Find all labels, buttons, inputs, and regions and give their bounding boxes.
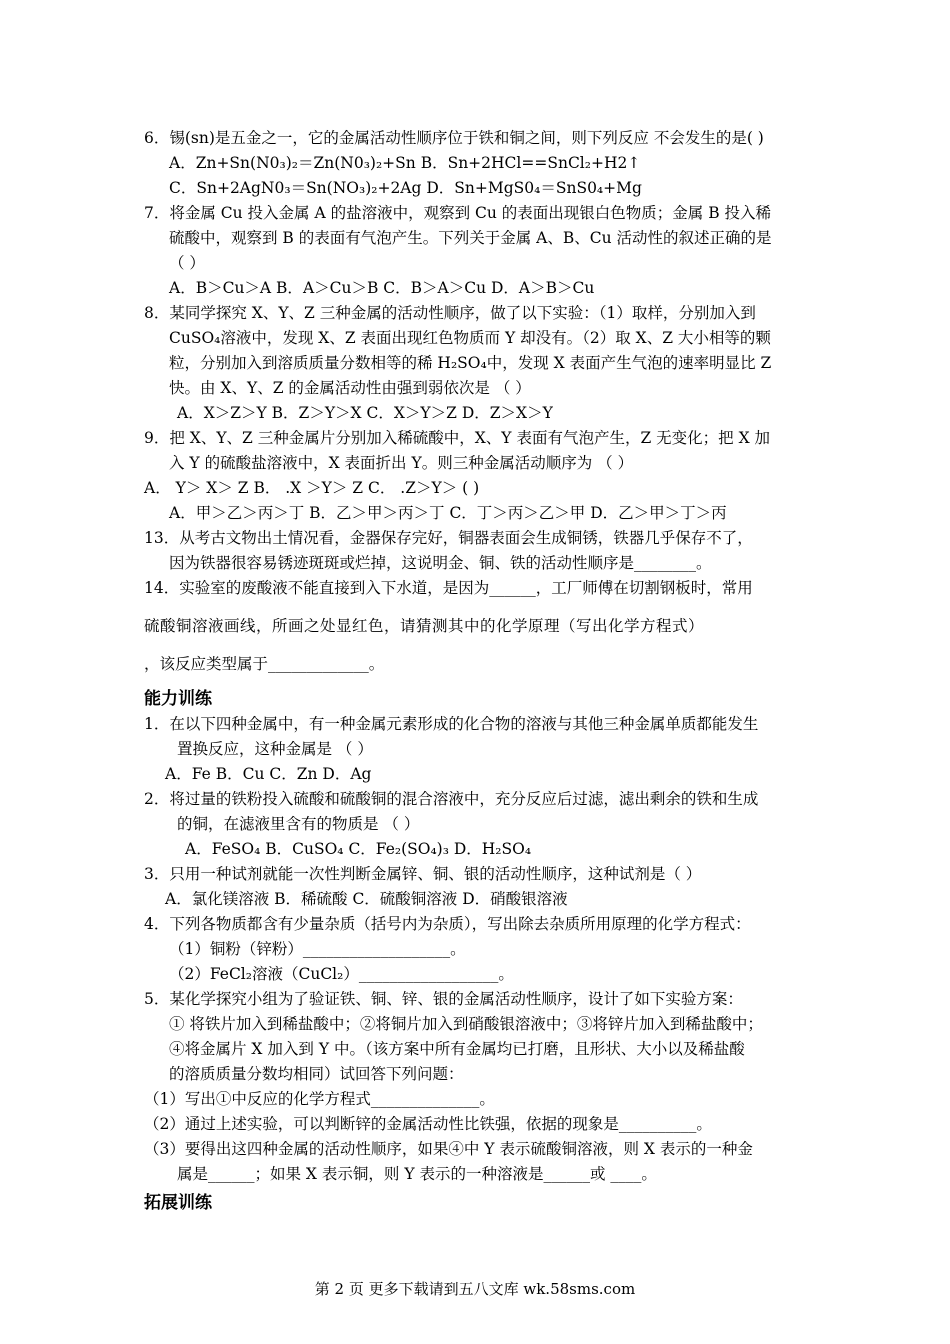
a5-stem-line1: 5．某化学探究小组为了验证铁、铜、锌、银的金属活动性顺序，设计了如下实验方案： (144, 990, 743, 1008)
q8-stem-line3: 粒，分别加入到溶质质量分数相等的稀 H₂SO₄中，发现 X 表面产生气泡的速率明显比 Z (169, 354, 772, 372)
q13-stem-line2: 因为铁器很容易锈迹斑斑或烂掉，这说明金、铜、铁的活动性顺序是________。 (169, 554, 712, 572)
q7-options: A．B＞Cu＞A B．A＞Cu＞B C．B＞A＞Cu D．A＞B＞Cu (169, 279, 595, 297)
a5-part3-line2: 属是______；如果 X 表示铜，则 Y 表示的一种溶液是______或 ____。 (177, 1165, 657, 1183)
q9-options: A． Y＞ X＞ Z B． .X ＞Y＞ Z C． .Z＞Y＞ ( ) (144, 479, 480, 497)
a5-part1: （1）写出①中反应的化学方程式______________。 (144, 1090, 495, 1108)
section-heading-ability: 能力训练 (144, 689, 212, 709)
q9-stem-line2: 入 Y 的硫酸盐溶液中，X 表面折出 Y。则三种金属活动顺序为 （ ） (169, 454, 634, 472)
q14-stem-line2: 硫酸铜溶液画线，所画之处显红色，请猜测其中的化学原理（写出化学方程式） (144, 617, 705, 635)
q6-options-ab: A．Zn+Sn(N0₃)₂＝Zn(N0₃)₂+Sn B．Sn+2HCl==SnCl₂+H2↑ (169, 154, 641, 172)
q6-stem: 6．锡(sn)是五金之一，它的金属活动性顺序位于铁和铜之间，则下列反应 不会发生的是( ) (144, 129, 764, 147)
a5-part3-line1: （3）要得出这四种金属的活动性顺序，如果④中 Y 表示硫酸铜溶液，则 X 表示的一种金 (144, 1140, 753, 1158)
q10-options: A．甲＞乙＞丙＞丁 B．乙＞甲＞丙＞丁 C．丁＞丙＞乙＞甲 D．乙＞甲＞丁＞丙 (169, 504, 727, 522)
q13-stem-line1: 13．从考古文物出土情况看，金器保存完好，铜器表面会生成铜锈，铁器几乎保存不了， (144, 529, 753, 547)
a2-stem-line2: 的铜，在滤液里含有的物质是 （ ） (177, 815, 420, 833)
a1-stem-line1: 1．在以下四种金属中，有一种金属元素形成的化合物的溶液与其他三种金属单质都能发生 (144, 715, 759, 733)
a5-stem-line3: ④将金属片 X 加入到 Y 中。（该方案中所有金属均已打磨，且形状、大小以及稀盐酸 (169, 1040, 745, 1058)
a4-part2: （2）FeCl₂溶液（CuCl₂）__________________。 (169, 965, 514, 983)
a5-stem-line4: 的溶质质量分数均相同）试回答下列问题： (169, 1065, 464, 1083)
page-footer: 第 2 页 更多下载请到五八文库 wk.58sms.com (314, 1280, 636, 1298)
a2-stem-line1: 2．将过量的铁粉投入硫酸和硫酸铜的混合溶液中，充分反应后过滤，滤出剩余的铁和生成 (144, 790, 759, 808)
q7-stem-line1: 7．将金属 Cu 投入金属 A 的盐溶液中，观察到 Cu 的表面出现银白色物质；金属 B 投入稀 (144, 204, 772, 222)
q8-options: A．X＞Z＞Y B．Z＞Y＞X C．X＞Y＞Z D．Z＞X＞Y (177, 404, 553, 422)
a2-options: A．FeSO₄ B．CuSO₄ C．Fe₂(SO₄)₃ D．H₂SO₄ (185, 840, 532, 858)
q14-stem-line1: 14．实验室的废酸液不能直接到入下水道，是因为______，工厂师傅在切割钢板时，常用 (144, 579, 753, 597)
q8-stem-line1: 8．某同学探究 X、Y、Z 三种金属的活动性顺序，做了以下实验：（1）取样，分别加入到 (144, 304, 756, 322)
a3-stem: 3．只用一种试剂就能一次性判断金属锌、铜、银的活动性顺序，这种试剂是（ ） (144, 865, 702, 883)
a4-stem: 4．下列各物质都含有少量杂质（括号内为杂质），写出除去杂质所用原理的化学方程式： (144, 915, 751, 933)
a4-part1: （1）铜粉（锌粉）___________________。 (169, 940, 466, 958)
section-heading-extension: 拓展训练 (144, 1193, 212, 1213)
q8-stem-line2: CuSO₄溶液中，发现 X、Z 表面出现红色物质而 Y 却没有。（2）取 X、Z 大小相等的颗 (169, 329, 771, 347)
q7-stem-line2: 硫酸中，观察到 B 的表面有气泡产生。下列关于金属 A、B、Cu 活动性的叙述正确的是 (169, 229, 772, 247)
q14-stem-line3: ，该反应类型属于_____________。 (144, 655, 385, 673)
q6-options-cd: C．Sn+2AgN0₃＝Sn(NO₃)₂+2Ag D．Sn+MgS0₄＝SnS0₄+Mg (169, 179, 642, 197)
a1-stem-line2: 置换反应，这种金属是 （ ） (177, 740, 373, 758)
q9-stem-line1: 9．把 X、Y、Z 三种金属片分别加入稀硫酸中，X、Y 表面有气泡产生，Z 无变化；把 X 加 (144, 429, 771, 447)
a3-options: A．氯化镁溶液 B．稀硫酸 C．硫酸铜溶液 D．硝酸银溶液 (165, 890, 568, 908)
q7-stem-line3: （ ） (169, 254, 205, 272)
q8-stem-line4: 快。由 X、Y、Z 的金属活动性由强到弱依次是 （ ） (169, 379, 531, 397)
a1-options: A．Fe B．Cu C．Zn D．Ag (165, 765, 372, 783)
a5-part2: （2）通过上述实验，可以判断锌的金属活动性比铁强，依据的现象是__________。 (144, 1115, 712, 1133)
a5-stem-line2: ① 将铁片加入到稀盐酸中；②将铜片加入到硝酸银溶液中；③将锌片加入到稀盐酸中； (169, 1015, 763, 1033)
